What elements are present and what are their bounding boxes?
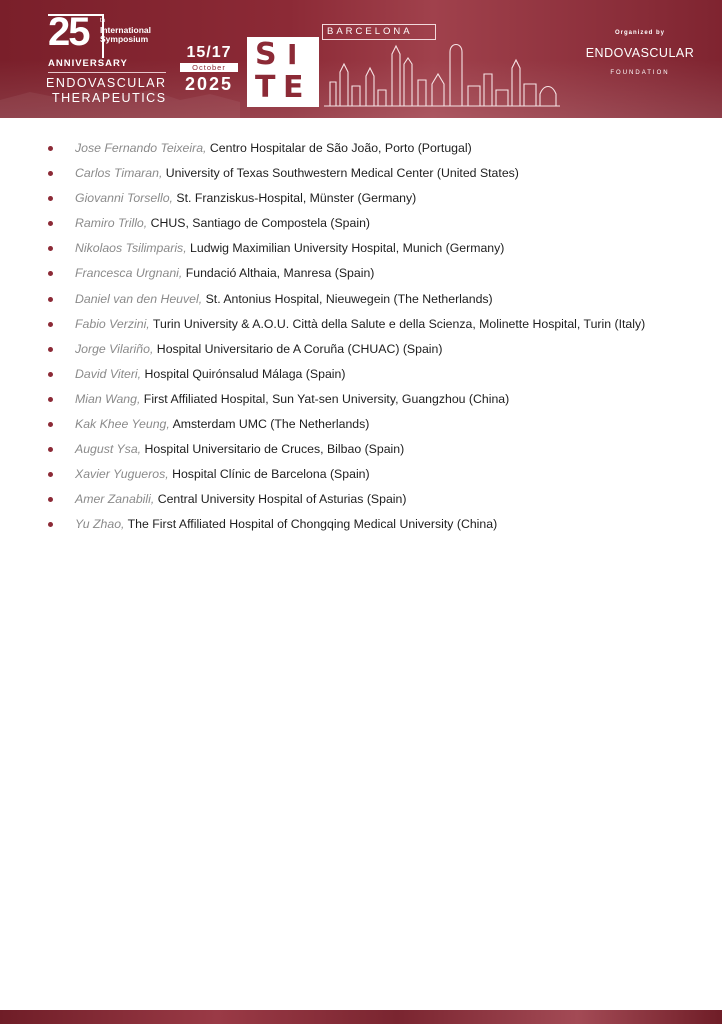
endovascular-label: ENDOVASCULAR	[46, 76, 167, 90]
attendee-affiliation: First Affiliated Hospital, Sun Yat-sen University, Guangzhou (China)	[140, 391, 510, 406]
attendee-name: Xavier Yugueros,	[75, 467, 169, 482]
list-item	[46, 391, 656, 407]
bullet-icon	[48, 146, 53, 151]
attendee-name: Amer Zanabili,	[75, 492, 155, 507]
bullet-icon	[48, 472, 53, 477]
faculty-list	[46, 140, 656, 542]
site-letter-s: S	[255, 37, 277, 72]
event-month: October	[180, 63, 238, 72]
list-item	[46, 516, 656, 532]
attendee-name: Mian Wang,	[75, 391, 141, 406]
bullet-icon	[48, 196, 53, 201]
site-letter-i: I	[287, 38, 298, 71]
anniversary-word: ANNIVERSARY	[48, 58, 128, 69]
attendee-name: August Ysa,	[75, 442, 142, 457]
symposium-line2: Symposium	[100, 34, 149, 44]
bullet-icon	[48, 522, 53, 527]
anniversary-ordinal: th	[100, 18, 106, 24]
bullet-icon	[48, 447, 53, 452]
symposium-line1: International	[100, 25, 152, 35]
attendee-affiliation: Hospital Clínic de Barcelona (Spain)	[168, 467, 370, 482]
bullet-icon	[48, 372, 53, 377]
event-year: 2025	[184, 74, 234, 94]
attendee-affiliation: CHUS, Santiago de Compostela (Spain)	[147, 216, 371, 231]
list-item	[46, 291, 656, 307]
bullet-icon	[48, 246, 53, 251]
attendee-affiliation: University of Texas Southwestern Medical Center (United States)	[162, 166, 519, 181]
site-letter-t: T	[255, 70, 276, 105]
attendee-name: Jorge Vilariño,	[75, 341, 154, 356]
attendee-affiliation: Central University Hospital of Asturias (Spain)	[154, 492, 407, 507]
attendee-affiliation: St. Franziskus-Hospital, Münster (Germany)	[172, 191, 417, 206]
attendee-affiliation: Ludwig Maximilian University Hospital, Munich (Germany)	[186, 241, 505, 256]
attendee-name: David Viteri,	[75, 366, 142, 381]
bullet-icon	[48, 322, 53, 327]
barcelona-skyline	[322, 24, 562, 114]
attendee-name: Giovanni Torsello,	[75, 191, 173, 206]
attendee-name: Daniel van den Heuvel,	[75, 291, 203, 306]
list-item	[46, 165, 656, 181]
anniversary-number: 25	[48, 10, 89, 54]
list-item	[46, 140, 656, 156]
list-item	[46, 316, 656, 332]
therapeutics-label: THERAPEUTICS	[52, 91, 167, 105]
attendee-affiliation: St. Antonius Hospital, Nieuwegein (The Netherlands)	[202, 291, 493, 306]
anniversary-logo	[48, 12, 173, 107]
bullet-icon	[48, 497, 53, 502]
header-banner	[0, 0, 722, 118]
bullet-icon	[48, 397, 53, 402]
site-letter-e: E	[283, 70, 304, 105]
attendee-affiliation: Amsterdam UMC (The Netherlands)	[169, 417, 370, 432]
attendee-affiliation: Fundació Althaia, Manresa (Spain)	[182, 266, 375, 281]
organizer-label: Organized by	[614, 30, 665, 36]
attendee-name: Jose Fernando Teixeira,	[75, 141, 207, 155]
attendee-name: Nikolaos Tsilimparis,	[75, 241, 187, 256]
attendee-name: Carlos Timaran,	[75, 166, 163, 181]
list-item	[46, 265, 656, 281]
attendee-affiliation: Hospital Quirónsalud Málaga (Spain)	[141, 366, 346, 381]
attendee-affiliation: The First Affiliated Hospital of Chongqing Medical University (China)	[124, 517, 498, 532]
anniversary-divider	[48, 72, 166, 73]
attendee-affiliation: Turin University & A.O.U. Città della Salute e della Scienza, Molinette Hospital, Turin (Italy)	[149, 316, 646, 331]
organizer-sub: FOUNDATION	[610, 70, 670, 76]
organizer-name: ENDOVASCULAR	[585, 46, 695, 60]
event-dates	[176, 44, 242, 95]
bullet-icon	[48, 347, 53, 352]
site-logo	[247, 37, 319, 107]
symposium-label	[100, 26, 151, 44]
attendee-name: Kak Khee Yeung,	[75, 417, 170, 432]
list-item	[46, 366, 656, 382]
bullet-icon	[48, 297, 53, 302]
list-item	[46, 491, 656, 507]
attendee-name: Yu Zhao,	[75, 517, 125, 532]
attendee-affiliation: Hospital Universitario de Cruces, Bilbao (Spain)	[141, 442, 405, 457]
list-item	[46, 466, 656, 482]
list-item	[46, 441, 656, 457]
list-item	[46, 416, 656, 432]
city-label: BARCELONA	[327, 26, 413, 37]
list-item	[46, 215, 656, 231]
footer-strip	[0, 1010, 722, 1024]
list-item	[46, 240, 656, 256]
bullet-icon	[48, 171, 53, 176]
attendee-affiliation: Centro Hospitalar de São João, Porto (Portugal)	[206, 141, 472, 155]
attendee-affiliation: Hospital Universitario de A Coruña (CHUAC) (Spain)	[153, 341, 443, 356]
list-item	[46, 190, 656, 206]
bullet-icon	[48, 271, 53, 276]
attendee-name: Fabio Verzini,	[75, 316, 150, 331]
event-days: 15/17	[186, 44, 232, 61]
list-item	[46, 341, 656, 357]
bullet-icon	[48, 221, 53, 226]
attendee-name: Francesca Urgnani,	[75, 266, 183, 281]
attendee-name: Ramiro Trillo,	[75, 216, 148, 231]
bullet-icon	[48, 422, 53, 427]
skyline-illustration	[322, 24, 562, 114]
organizer-logo	[585, 30, 695, 76]
